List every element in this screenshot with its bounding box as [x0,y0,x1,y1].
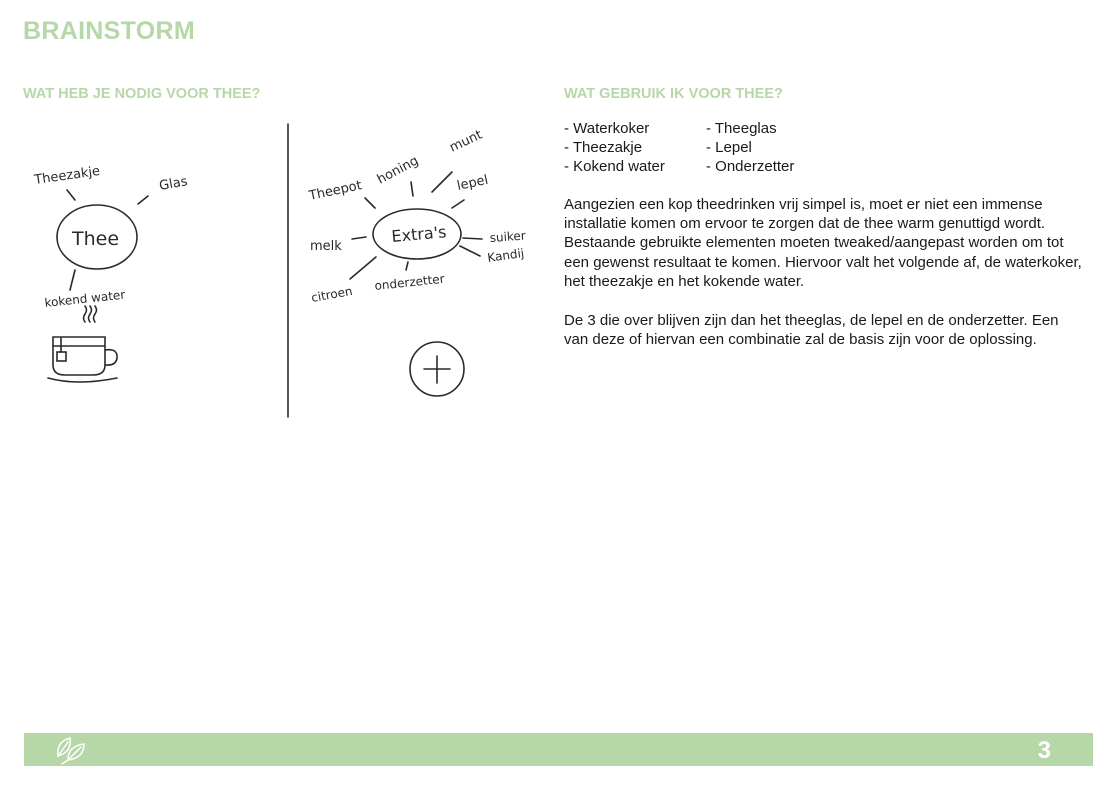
label-extras: Extra's [390,222,448,246]
list-item: - Waterkoker [564,120,650,137]
left-section-heading: WAT HEB JE NODIG VOOR THEE? [23,86,261,102]
page-title: BRAINSTORM [23,17,195,45]
label-theepot: Theepot [307,178,364,204]
label-citroen: citroen [310,283,354,305]
page-number: 3 [1037,737,1051,764]
sketch-drawing [20,112,550,432]
label-munt: munt [447,127,485,156]
label-thee: Thee [72,228,120,250]
body-paragraph-2: De 3 die over blijven zijn dan het theeglas, de lepel en de onderzetter. Een van deze of hiervan een combinatie zal de basis zijn voor de oplossing. [564,312,1059,349]
label-kokend-water: kokend water [43,287,126,310]
brainstorm-sketch [20,112,550,432]
footer-bar [24,733,1093,766]
label-kandij: Kandij [486,245,525,265]
list-item: - Theezakje [564,139,643,156]
list-item: - Onderzetter [706,158,795,175]
label-lepel: lepel [455,172,490,194]
list-item: - Kokend water [564,158,665,175]
label-melk: melk [310,239,342,254]
label-onderzetter: onderzetter [373,271,446,293]
label-glas: Glas [158,174,189,194]
right-section-heading: WAT GEBRUIK IK VOOR THEE? [564,86,783,102]
label-honing: honing [374,153,422,188]
list-item: - Theeglas [706,120,777,137]
label-theezakje: Theezakje [33,163,102,188]
body-paragraph-1: Aangezien een kop theedrinken vrij simpel is, moet er niet een immense installatie komen om ervoor te zorgen dat de thee warm genuttigd wordt. Bestaande gebruikte elementen moeten tweaked/aangepast worden om tot een gewenst resultaat te komen. Hiervoor valt het volgende af, de waterkoker, het theezakje en het kokende water. [564,196,1082,290]
needs-list [564,119,794,176]
label-suiker: suiker [489,228,527,245]
leaf-icon [54,734,90,771]
list-item: - Lepel [706,139,752,156]
